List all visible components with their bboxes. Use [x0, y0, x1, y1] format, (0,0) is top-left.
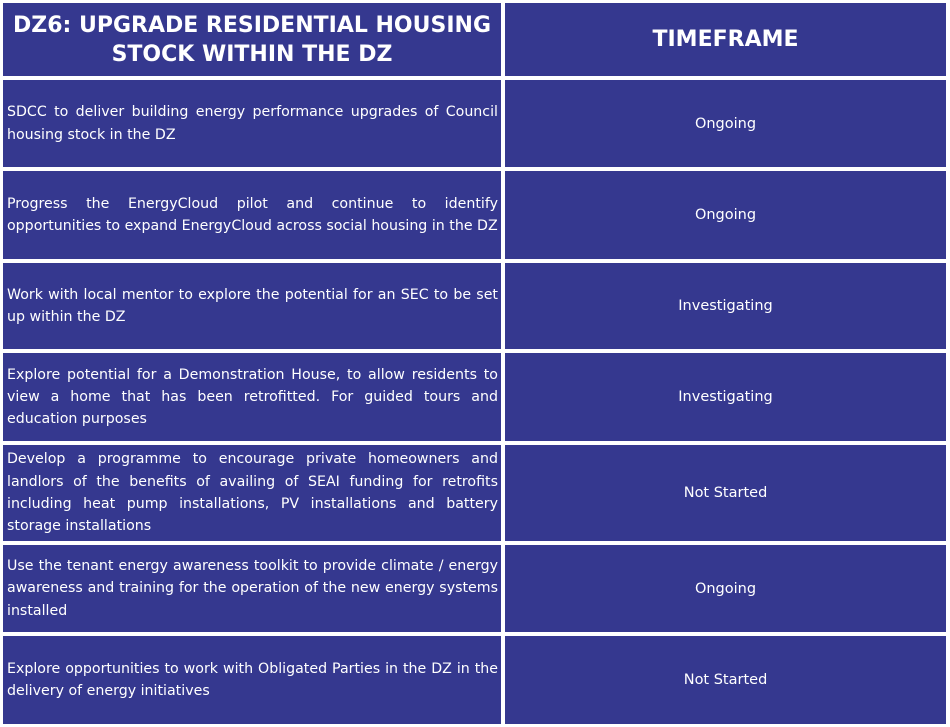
timeframe-text-1: Ongoing [694, 115, 757, 132]
timeframe-text-3: Investigating [678, 298, 773, 314]
action-cell-4 [3, 353, 501, 441]
action-text-5: Develop a programme to encourage private homeowners and landlors of the benefits of availing of SEAI funding for retrofits including heat pump installations, PV installations and battery storage installations [7, 451, 498, 535]
action-text-1: SDCC to deliver building energy performance upgrades of Council housing stock in the DZ [7, 104, 498, 143]
timeframe-cell-2 [505, 171, 946, 259]
action-text-3: Work with local mentor to explore the potential for an SEC to be set up within the DZ [7, 286, 498, 325]
timeframe-cell-6 [505, 545, 946, 632]
timeframe-column-header [505, 3, 946, 76]
action-cell-3 [3, 263, 501, 349]
timeframe-text-2: Ongoing [694, 207, 757, 223]
action-cell-5 [3, 445, 501, 541]
action-text-4: Explore potential for a Demonstration House, to allow residents to view a home that has been retrofitted. For guided tours and education purposes [7, 366, 498, 428]
timeframe-cell-3 [505, 263, 946, 349]
timeframe-cell-5 [505, 445, 946, 541]
action-cell-7 [3, 636, 501, 724]
timeframe-text-5: Not Started [683, 485, 768, 501]
action-text-6: Use the tenant energy awareness toolkit to provide climate / energy awareness and training for the operation of the new energy systems installed [7, 558, 498, 619]
timeframe-text-6: Ongoing [694, 580, 757, 597]
action-cell-2 [3, 171, 501, 259]
action-cell-6 [3, 545, 501, 632]
action-column-header [3, 3, 501, 76]
timeframe-header-text: TIMEFRAME [652, 27, 799, 52]
action-cell-1 [3, 80, 501, 167]
timeframe-text-7: Not Started [683, 672, 768, 688]
action-text-2: Progress the EnergyCloud pilot and continue to identify opportunities to expand EnergyCloud across social housing in the DZ [7, 195, 498, 234]
timeframe-cell-4 [505, 353, 946, 441]
action-text-7: Explore opportunities to work with Obligated Parties in the DZ in the delivery of energy initiatives [7, 660, 498, 699]
timeframe-cell-7 [505, 636, 946, 724]
timeframe-cell-1 [505, 80, 946, 167]
timeframe-text-4: Investigating [678, 389, 773, 405]
action-header-text: DZ6: UPGRADE RESIDENTIAL HOUSING STOCK WITHIN THE DZ [12, 12, 492, 67]
